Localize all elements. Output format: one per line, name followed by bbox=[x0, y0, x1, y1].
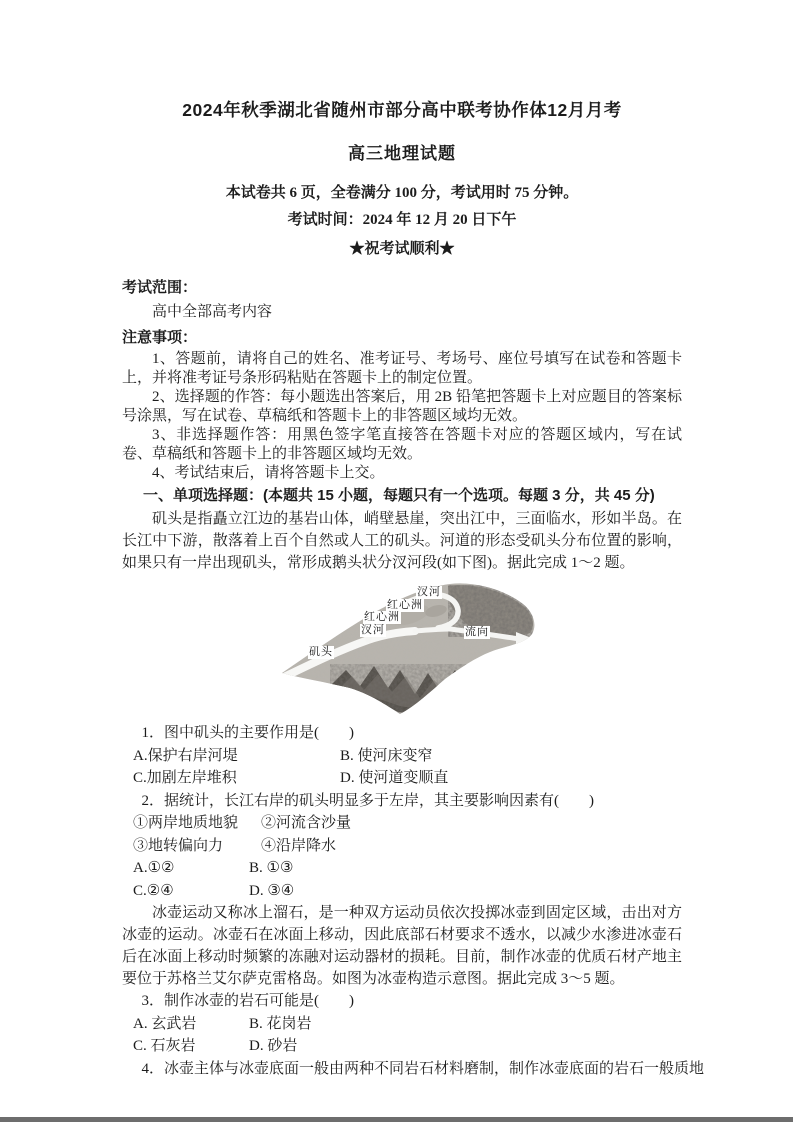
q3-option-a: A. 玄武岩 bbox=[133, 1015, 197, 1032]
notes-heading: 注意事项： bbox=[122, 329, 198, 346]
question-2-subitems-row1 bbox=[122, 812, 682, 835]
question-2-subitems-row2 bbox=[122, 835, 682, 858]
page-bottom-edge bbox=[0, 1117, 793, 1122]
note-item-3: 3、非选择题作答：用黑色签字笔直接答在答题卡对应的答题区域内，写在试卷、草稿纸和答题卡上的非答题区域均无效。 bbox=[122, 427, 682, 462]
q3-option-d: D. 砂岩 bbox=[249, 1038, 298, 1054]
q3-option-c: C. 石灰岩 bbox=[133, 1038, 196, 1054]
q2-option-c: C.②④ bbox=[133, 882, 174, 899]
q1-option-b: B. 使河床变窄 bbox=[340, 747, 433, 764]
figure-label-hongxinzhou-2: 红心洲 bbox=[364, 611, 400, 623]
figure-label-hongxinzhou-1: 红心洲 bbox=[387, 599, 423, 611]
passage-curling: 冰壶运动又称冰上溜石，是一种双方运动员依次投掷冰壶到固定区域，击出对方冰壶的运动。冰壶石在冰面上移动，因此底部石材要求不透水，以减少水渗进冰壶石后在冰面上移动时频繁的冻融对运动器材的损耗。目前，制作冰壶的优质石材产地主要位于苏格兰艾尔萨克雷格岛。如图为冰壶构造示意图。据此完成 3～5 题。 bbox=[122, 905, 682, 987]
passage-jitou: 矶头是指矗立江边的基岩山体，峭壁悬崖，突出江中，三面临水，形如半岛。在长江中下游，散落着上百个自然或人工的矶头。河道的形态受矶头分布位置的影响，如果只有一岸出现矶头，常形成鹅头状分汊河段(如下图)。据此完成 1～2 题。 bbox=[122, 511, 682, 571]
exam-info-line2: 考试时间：2024 年 12 月 20 日下午 bbox=[287, 212, 517, 228]
question-1-options-row2 bbox=[122, 767, 682, 790]
q2-subitem-1: ①两岸地质地貌 bbox=[133, 815, 239, 831]
exam-blessing: ★祝考试顺利★ bbox=[349, 241, 455, 257]
section1-heading: 一、单项选择题：(本题共 15 小题，每题只有一个选项。每题 3 分，共 45 分) bbox=[143, 487, 655, 504]
note-item-2: 2、选择题的作答：每小题选出答案后，用 2B 铅笔把答题卡上对应题目的答案标号涂黑，写在试卷、草稿纸和答题卡上的非答题区域均无效。 bbox=[122, 389, 682, 424]
question-3-options-row1 bbox=[122, 1013, 682, 1036]
q1-option-d: D. 使河道变顺直 bbox=[340, 770, 449, 786]
q2-subitem-4: ④沿岸降水 bbox=[261, 837, 337, 854]
q1-option-a: A.保护右岸河堤 bbox=[133, 747, 238, 764]
q2-option-d: D. ③④ bbox=[249, 882, 295, 899]
river-figure bbox=[122, 576, 682, 718]
q2-option-b: B. ①③ bbox=[249, 860, 294, 876]
river-lower-branch bbox=[415, 629, 450, 631]
question-3-options-row2 bbox=[122, 1035, 682, 1058]
question-2-options-row2 bbox=[122, 880, 682, 903]
question-2-stem: 2．据统计，长江右岸的矶头明显多于左岸，其主要影响因素有( ) bbox=[141, 792, 594, 809]
scope-heading: 考试范围： bbox=[122, 279, 198, 296]
figure-label-chahe-top: 汊河 bbox=[417, 586, 441, 598]
figure-label-jitou: 矶头 bbox=[309, 646, 333, 658]
figure-label-chahe-bottom: 汊河 bbox=[361, 624, 385, 636]
exam-title: 2024年秋季湖北省随州市部分高中联考协作体12月月考 bbox=[182, 100, 622, 120]
exam-subtitle: 高三地理试题 bbox=[348, 144, 456, 163]
q2-subitem-3: ③地转偏向力 bbox=[133, 837, 224, 854]
question-3-stem: 3．制作冰壶的岩石可能是( ) bbox=[141, 993, 354, 1009]
question-4-stem: 4．冰壶主体与冰壶底面一般由两种不同岩石材料磨制，制作冰壶底面的岩石一般质地 bbox=[141, 1060, 705, 1077]
q1-option-c: C.加剧左岸堆积 bbox=[133, 770, 237, 786]
exam-info-line1: 本试卷共 6 页，全卷满分 100 分，考试用时 75 分钟。 bbox=[225, 185, 579, 201]
scope-content: 高中全部高考内容 bbox=[152, 304, 273, 320]
note-item-1: 1、答题前，请将自己的姓名、准考证号、考场号、座位号填写在试卷和答题卡上，并将准考证号条形码粘贴在答题卡上的制定位置。 bbox=[122, 351, 682, 386]
figure-label-liuxiang: 流向 bbox=[465, 626, 489, 638]
q2-option-a: A.①② bbox=[133, 860, 175, 876]
question-1-options-row1 bbox=[122, 745, 682, 768]
q3-option-b: B. 花岗岩 bbox=[249, 1015, 312, 1032]
question-2-options-row1 bbox=[122, 857, 682, 880]
q2-subitem-2: ②河流含沙量 bbox=[261, 815, 352, 831]
page-content bbox=[122, 98, 705, 1080]
question-1-stem: 1．图中矶头的主要作用是( ) bbox=[141, 725, 354, 741]
note-item-4: 4、考试结束后，请将答题卡上交。 bbox=[152, 465, 385, 481]
river-figure-canvas bbox=[280, 576, 550, 718]
